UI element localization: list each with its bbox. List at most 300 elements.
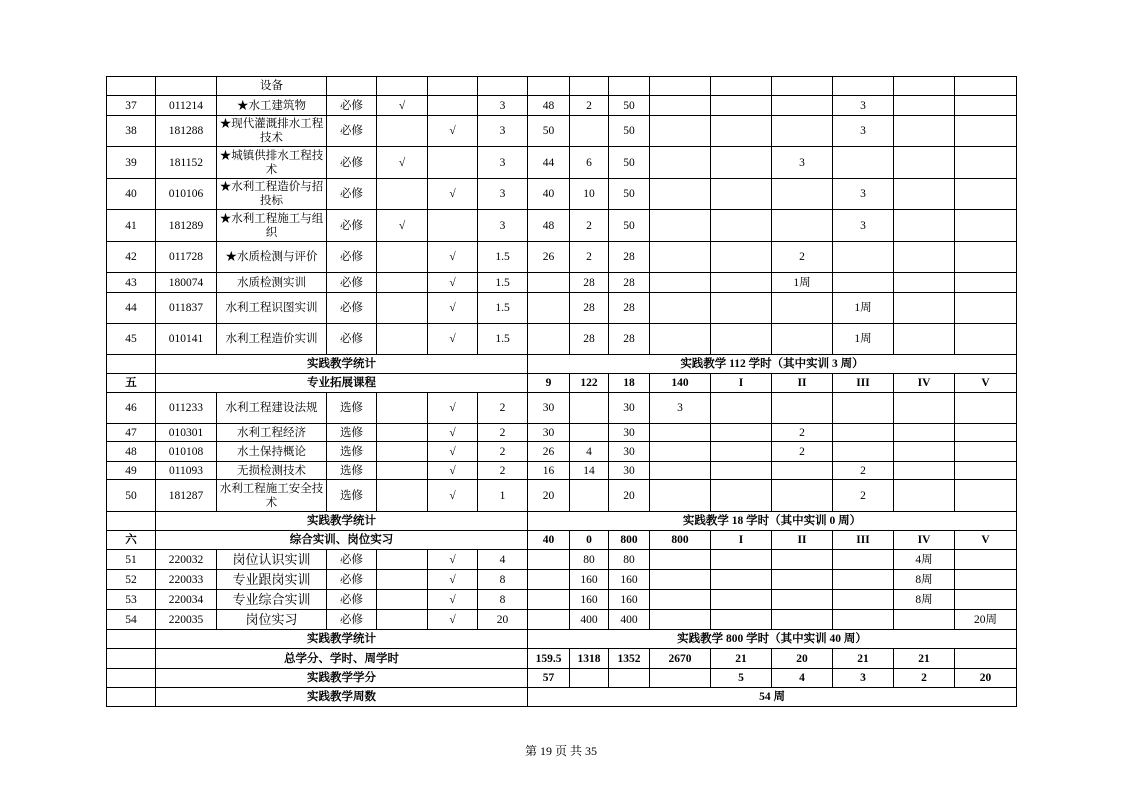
check-column-2-cell: √	[428, 242, 478, 273]
course-code-cell: 011233	[156, 393, 217, 424]
semester-1-cell	[650, 116, 711, 147]
total-hours-cell	[609, 77, 650, 96]
credits-cell	[478, 77, 528, 96]
course-name-cell: 专业综合实训	[217, 590, 327, 610]
check-column-2-cell: √	[428, 550, 478, 570]
course-row	[107, 424, 1017, 442]
course-code-cell: 011093	[156, 462, 217, 480]
semester-2-cell	[711, 424, 772, 442]
course-code-cell: 011837	[156, 293, 217, 324]
check-column-1-cell	[377, 570, 428, 590]
semester-4-cell	[833, 242, 894, 273]
semester-4-cell: 2	[894, 669, 955, 688]
course-code-cell: 181288	[156, 116, 217, 147]
semester-1-cell	[650, 462, 711, 480]
semester-2-cell	[711, 96, 772, 116]
theory-hours-cell	[528, 273, 570, 293]
semester-2-cell	[711, 210, 772, 242]
total-hours-cell: 30	[609, 442, 650, 462]
row-label-cell: 实践教学统计	[156, 630, 528, 649]
semester-1-cell	[650, 77, 711, 96]
course-type-cell: 必修	[327, 147, 377, 179]
semester-3-cell	[772, 462, 833, 480]
course-code-cell: 180074	[156, 273, 217, 293]
total-hours-cell: 160	[609, 590, 650, 610]
total-hours-cell: 400	[609, 610, 650, 630]
practice-hours-cell	[570, 116, 609, 147]
semester-1-cell	[650, 550, 711, 570]
check-column-1-cell	[377, 179, 428, 210]
check-column-2-cell: √	[428, 293, 478, 324]
semester-2-cell	[711, 480, 772, 512]
course-row	[107, 393, 1017, 424]
row-number-cell	[107, 630, 156, 649]
semester-6-cell	[955, 273, 1017, 293]
semester-5-cell	[894, 324, 955, 355]
row-number-cell: 37	[107, 96, 156, 116]
course-name-cell: 水利工程造价实训	[217, 324, 327, 355]
practice-hours-cell: 400	[570, 610, 609, 630]
semester-3-cell	[772, 590, 833, 610]
course-type-cell: 必修	[327, 116, 377, 147]
theory-hours-cell	[528, 550, 570, 570]
check-column-2-cell	[428, 96, 478, 116]
course-name-cell: 水土保持概论	[217, 442, 327, 462]
practice-summary-cell: 实践教学 800 学时（其中实训 40 周）	[528, 630, 1017, 649]
theory-hours-cell: 50	[528, 116, 570, 147]
table-body	[107, 77, 1017, 707]
semester-2-cell	[711, 610, 772, 630]
semester-3-cell: 2	[772, 242, 833, 273]
semester-3-cell	[772, 116, 833, 147]
semester-4-cell: 3	[833, 210, 894, 242]
row-number-cell: 38	[107, 116, 156, 147]
theory-hours-cell	[528, 610, 570, 630]
total-hours-cell: 800	[650, 531, 711, 550]
semester-1-cell	[650, 293, 711, 324]
semester-3-cell: 1周	[772, 273, 833, 293]
row-number-cell: 52	[107, 570, 156, 590]
course-row	[107, 179, 1017, 210]
check-column-2-cell: √	[428, 462, 478, 480]
check-column-2-cell: √	[428, 424, 478, 442]
check-column-1-cell	[377, 480, 428, 512]
row-number-cell: 49	[107, 462, 156, 480]
practice-hours-cell: 80	[570, 550, 609, 570]
semester-4-cell: IV	[894, 374, 955, 393]
semester-5-cell: 20	[955, 669, 1017, 688]
semester-1-cell	[650, 147, 711, 179]
theory-hours-cell: 20	[528, 480, 570, 512]
semester-6-cell	[955, 393, 1017, 424]
semester-6-cell	[955, 462, 1017, 480]
semester-1-cell	[650, 210, 711, 242]
practice-hours-cell: 1352	[609, 649, 650, 669]
course-name-cell: 水利工程建设法规	[217, 393, 327, 424]
total-hours-cell: 2670	[650, 649, 711, 669]
course-type-cell: 必修	[327, 242, 377, 273]
total-hours-cell: 28	[609, 293, 650, 324]
semester-5-cell	[894, 147, 955, 179]
total-hours-cell: 30	[609, 462, 650, 480]
course-code-cell: 181289	[156, 210, 217, 242]
row-number-cell	[107, 355, 156, 374]
semester-5-cell	[955, 649, 1017, 669]
row-number-cell: 44	[107, 293, 156, 324]
practice-hours-cell: 18	[609, 374, 650, 393]
semester-5-cell: 8周	[894, 590, 955, 610]
total-row	[107, 649, 1017, 669]
total-hours-cell: 28	[609, 273, 650, 293]
check-column-2-cell: √	[428, 273, 478, 293]
semester-6-cell	[955, 590, 1017, 610]
semester-4-cell	[833, 442, 894, 462]
row-label-cell: 总学分、学时、周学时	[156, 649, 528, 669]
semester-1-cell	[650, 480, 711, 512]
row-label-cell: 实践教学周数	[156, 688, 528, 707]
semester-6-cell	[955, 293, 1017, 324]
check-column-2-cell: √	[428, 480, 478, 512]
semester-2-cell: II	[772, 374, 833, 393]
total-hours-cell: 30	[609, 424, 650, 442]
row-number-cell	[107, 669, 156, 688]
course-code-cell: 010106	[156, 179, 217, 210]
semester-4-cell	[833, 424, 894, 442]
semester-1-cell	[650, 179, 711, 210]
credits-cell: 1.5	[478, 293, 528, 324]
practice-hours-cell	[570, 393, 609, 424]
semester-4-cell	[833, 550, 894, 570]
theory-hours-cell: 16	[528, 462, 570, 480]
semester-6-cell	[955, 96, 1017, 116]
course-row	[107, 462, 1017, 480]
semester-4-cell	[833, 570, 894, 590]
course-code-cell: 010301	[156, 424, 217, 442]
course-row	[107, 116, 1017, 147]
semester-4-cell	[833, 610, 894, 630]
credits-cell: 1	[478, 480, 528, 512]
semester-4-cell: 2	[833, 462, 894, 480]
check-column-2-cell: √	[428, 570, 478, 590]
semester-2-cell	[711, 570, 772, 590]
check-column-1-cell	[377, 116, 428, 147]
semester-6-cell	[955, 442, 1017, 462]
course-row	[107, 442, 1017, 462]
semester-1-cell: 21	[711, 649, 772, 669]
semester-2-cell: 20	[772, 649, 833, 669]
semester-2-cell	[711, 77, 772, 96]
semester-5-cell	[894, 96, 955, 116]
row-number-cell: 45	[107, 324, 156, 355]
semester-2-cell	[711, 273, 772, 293]
row-number-cell: 50	[107, 480, 156, 512]
semester-6-cell: 20周	[955, 610, 1017, 630]
practice-hours-cell: 800	[609, 531, 650, 550]
semester-1-cell	[650, 590, 711, 610]
semester-4-cell: 1周	[833, 324, 894, 355]
semester-5-cell	[894, 242, 955, 273]
check-column-2-cell: √	[428, 610, 478, 630]
semester-6-cell	[955, 480, 1017, 512]
semester-4-cell	[833, 393, 894, 424]
course-name-cell: ★水利工程施工与组织	[217, 210, 327, 242]
check-column-2-cell: √	[428, 116, 478, 147]
semester-2-cell: 4	[772, 669, 833, 688]
credits-cell: 9	[528, 374, 570, 393]
course-row	[107, 96, 1017, 116]
semester-3-cell	[772, 179, 833, 210]
check-column-2-cell	[428, 147, 478, 179]
practice-hours-cell: 2	[570, 242, 609, 273]
semester-3-cell	[772, 610, 833, 630]
semester-1-cell	[650, 570, 711, 590]
total-hours-cell: 28	[609, 324, 650, 355]
course-code-cell: 181287	[156, 480, 217, 512]
course-row	[107, 293, 1017, 324]
course-code-cell: 011214	[156, 96, 217, 116]
semester-5-cell	[894, 293, 955, 324]
semester-5-cell	[894, 393, 955, 424]
course-name-cell: 无损检测技术	[217, 462, 327, 480]
credits-cell: 1.5	[478, 324, 528, 355]
total-hours-cell	[650, 669, 711, 688]
row-number-cell: 48	[107, 442, 156, 462]
course-type-cell: 选修	[327, 462, 377, 480]
row-number-cell: 51	[107, 550, 156, 570]
course-name-cell: 岗位实习	[217, 610, 327, 630]
semester-6-cell	[955, 242, 1017, 273]
theory-hours-cell	[528, 590, 570, 610]
row-label-cell: 综合实训、岗位实习	[156, 531, 528, 550]
practice-hours-cell	[570, 424, 609, 442]
row-label-cell: 实践教学学分	[156, 669, 528, 688]
semester-1-cell: 5	[711, 669, 772, 688]
credits-cell: 1.5	[478, 242, 528, 273]
course-type-cell: 必修	[327, 610, 377, 630]
practice-hours-cell	[570, 77, 609, 96]
check-column-1-cell	[377, 242, 428, 273]
row-number-cell: 42	[107, 242, 156, 273]
course-type-cell: 必修	[327, 590, 377, 610]
row-number-cell: 39	[107, 147, 156, 179]
credits-cell: 4	[478, 550, 528, 570]
semester-2-cell	[711, 550, 772, 570]
theory-hours-cell: 40	[528, 179, 570, 210]
course-type-cell: 选修	[327, 424, 377, 442]
semester-5-cell: V	[955, 374, 1017, 393]
semester-5-cell: 8周	[894, 570, 955, 590]
semester-1-cell	[650, 273, 711, 293]
semester-1-cell	[650, 424, 711, 442]
course-type-cell: 必修	[327, 293, 377, 324]
course-code-cell: 010108	[156, 442, 217, 462]
row-number-cell: 40	[107, 179, 156, 210]
course-type-cell: 必修	[327, 210, 377, 242]
credits-cell: 3	[478, 116, 528, 147]
course-row	[107, 242, 1017, 273]
total-hours-cell: 50	[609, 147, 650, 179]
practice-hours-cell: 2	[570, 96, 609, 116]
semester-4-cell	[833, 77, 894, 96]
theory-hours-cell: 122	[570, 374, 609, 393]
check-column-1-cell: √	[377, 96, 428, 116]
semester-2-cell	[711, 590, 772, 610]
semester-4-cell	[833, 147, 894, 179]
semester-1-cell	[650, 96, 711, 116]
section-number-cell: 五	[107, 374, 156, 393]
credits-cell: 3	[478, 96, 528, 116]
course-code-cell	[156, 77, 217, 96]
check-column-1-cell	[377, 77, 428, 96]
practice-stat-row	[107, 355, 1017, 374]
theory-hours-cell	[528, 293, 570, 324]
semester-2-cell: II	[772, 531, 833, 550]
row-number-cell: 41	[107, 210, 156, 242]
total-hours-cell: 28	[609, 242, 650, 273]
section-number-cell: 六	[107, 531, 156, 550]
row-label-cell: 实践教学统计	[156, 512, 528, 531]
row-label-cell: 专业拓展课程	[156, 374, 528, 393]
credits-cell: 1.5	[478, 273, 528, 293]
theory-hours-cell	[528, 77, 570, 96]
total-hours-cell: 50	[609, 116, 650, 147]
course-name-cell: ★水利工程造价与招投标	[217, 179, 327, 210]
total-hours-cell: 20	[609, 480, 650, 512]
total-hours-cell: 50	[609, 179, 650, 210]
theory-hours-cell: 26	[528, 242, 570, 273]
semester-4-cell: IV	[894, 531, 955, 550]
semester-1-cell	[650, 324, 711, 355]
semester-1-cell	[650, 242, 711, 273]
credits-cell: 8	[478, 570, 528, 590]
course-row	[107, 210, 1017, 242]
semester-5-cell	[894, 480, 955, 512]
course-name-cell: 水利工程施工安全技术	[217, 480, 327, 512]
check-column-1-cell: √	[377, 147, 428, 179]
credits-cell: 3	[478, 147, 528, 179]
semester-3-cell	[772, 293, 833, 324]
row-number-cell	[107, 77, 156, 96]
semester-4-cell: 3	[833, 96, 894, 116]
theory-hours-cell: 48	[528, 96, 570, 116]
credits-cell: 40	[528, 531, 570, 550]
check-column-2-cell	[428, 210, 478, 242]
check-column-1-cell	[377, 324, 428, 355]
course-name-cell: 设备	[217, 77, 327, 96]
course-row	[107, 324, 1017, 355]
row-number-cell: 46	[107, 393, 156, 424]
check-column-1-cell	[377, 393, 428, 424]
credits-cell: 3	[478, 179, 528, 210]
semester-5-cell	[894, 210, 955, 242]
semester-3-cell	[772, 210, 833, 242]
total-hours-cell: 140	[650, 374, 711, 393]
total-row	[107, 669, 1017, 688]
theory-hours-cell: 44	[528, 147, 570, 179]
course-code-cell: 220034	[156, 590, 217, 610]
total-hours-cell: 80	[609, 550, 650, 570]
row-label-cell: 实践教学统计	[156, 355, 528, 374]
semester-3-cell: III	[833, 374, 894, 393]
check-column-2-cell: √	[428, 590, 478, 610]
course-name-cell: 专业跟岗实训	[217, 570, 327, 590]
theory-hours-cell	[570, 669, 609, 688]
check-column-2-cell: √	[428, 393, 478, 424]
credits-cell: 2	[478, 424, 528, 442]
theory-hours-cell: 0	[570, 531, 609, 550]
semester-3-cell: 3	[833, 669, 894, 688]
course-type-cell: 选修	[327, 480, 377, 512]
semester-6-cell	[955, 147, 1017, 179]
semester-5-cell	[894, 179, 955, 210]
course-name-cell: 岗位认识实训	[217, 550, 327, 570]
semester-3-cell: 21	[833, 649, 894, 669]
theory-hours-cell	[528, 570, 570, 590]
practice-hours-cell	[609, 669, 650, 688]
credits-cell: 159.5	[528, 649, 570, 669]
semester-3-cell: III	[833, 531, 894, 550]
semester-1-cell: I	[711, 531, 772, 550]
practice-stat-row	[107, 630, 1017, 649]
semester-3-cell	[772, 77, 833, 96]
credits-cell: 3	[478, 210, 528, 242]
check-column-1-cell	[377, 610, 428, 630]
semester-3-cell	[772, 324, 833, 355]
course-code-cell: 220033	[156, 570, 217, 590]
semester-2-cell	[711, 179, 772, 210]
course-name-cell: 水利工程识图实训	[217, 293, 327, 324]
credits-cell: 8	[478, 590, 528, 610]
semester-2-cell	[711, 293, 772, 324]
semester-6-cell	[955, 210, 1017, 242]
credits-cell: 20	[478, 610, 528, 630]
course-row	[107, 610, 1017, 630]
course-type-cell: 必修	[327, 550, 377, 570]
course-name-cell: ★现代灌溉排水工程技术	[217, 116, 327, 147]
semester-3-cell	[772, 96, 833, 116]
course-code-cell: 181152	[156, 147, 217, 179]
theory-hours-cell: 48	[528, 210, 570, 242]
course-type-cell: 必修	[327, 570, 377, 590]
practice-hours-cell: 28	[570, 324, 609, 355]
check-column-1-cell	[377, 590, 428, 610]
semester-3-cell: 2	[772, 424, 833, 442]
semester-3-cell	[772, 570, 833, 590]
semester-5-cell	[894, 273, 955, 293]
semester-1-cell	[650, 610, 711, 630]
semester-2-cell	[711, 324, 772, 355]
credits-cell: 2	[478, 393, 528, 424]
semester-3-cell: 2	[772, 442, 833, 462]
check-column-2-cell: √	[428, 442, 478, 462]
theory-hours-cell: 30	[528, 424, 570, 442]
practice-hours-cell: 2	[570, 210, 609, 242]
semester-4-cell: 1周	[833, 293, 894, 324]
semester-3-cell: 3	[772, 147, 833, 179]
practice-hours-cell: 14	[570, 462, 609, 480]
theory-hours-cell: 26	[528, 442, 570, 462]
semester-3-cell	[772, 480, 833, 512]
course-row	[107, 590, 1017, 610]
semester-3-cell	[772, 393, 833, 424]
course-code-cell: 220035	[156, 610, 217, 630]
course-name-cell: 水质检测实训	[217, 273, 327, 293]
course-code-cell: 010141	[156, 324, 217, 355]
practice-summary-cell: 实践教学 18 学时（其中实训 0 周）	[528, 512, 1017, 531]
practice-stat-row	[107, 512, 1017, 531]
practice-hours-cell: 4	[570, 442, 609, 462]
semester-6-cell	[955, 324, 1017, 355]
